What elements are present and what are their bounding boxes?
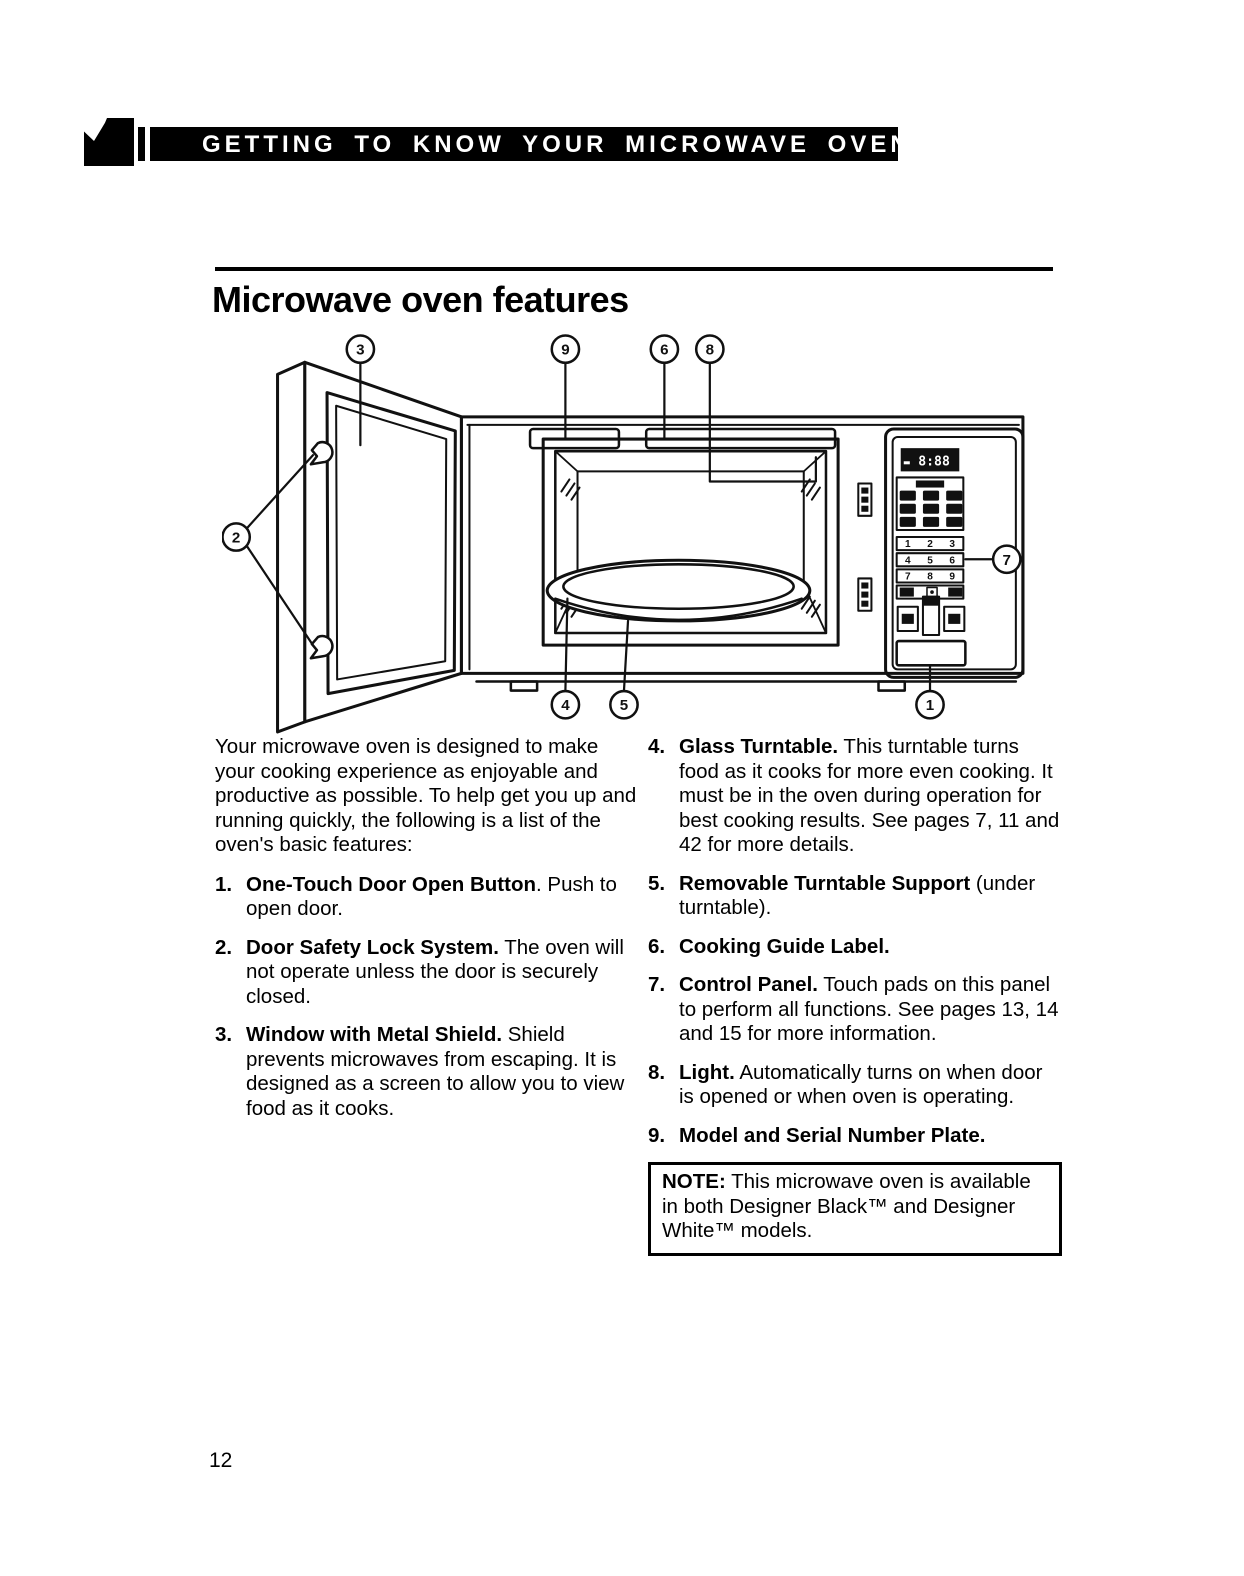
note-label: NOTE:	[662, 1170, 726, 1193]
feature-title: Door Safety Lock System.	[246, 935, 499, 959]
feature-item-3	[215, 1023, 641, 1121]
svg-text:9: 9	[949, 571, 956, 583]
callout-4	[552, 691, 579, 718]
chapter-header-title: GETTING TO KNOW YOUR MICROWAVE OVEN	[202, 131, 912, 158]
svg-text:5: 5	[927, 555, 933, 567]
feature-item-7	[648, 973, 1062, 1047]
feature-title: Cooking Guide Label.	[679, 934, 890, 958]
callout-2	[223, 523, 250, 550]
title-rule	[215, 267, 1053, 271]
feature-title: Control Panel.	[679, 973, 818, 996]
svg-text:5: 5	[619, 697, 629, 715]
feature-desc: (under turntable).	[679, 871, 1036, 919]
feature-desc: The oven will not operate unless the door is securely closed.	[246, 935, 624, 1008]
microwave-diagram	[222, 332, 1030, 736]
feature-title: Glass Turntable.	[679, 735, 839, 758]
callout-8	[696, 336, 723, 363]
feature-title: Removable Turntable Support	[679, 871, 971, 895]
feature-item-6	[648, 935, 1062, 960]
note-text: This microwave oven is available in both Designer Black™ and Designer White™ models.	[662, 1170, 1031, 1242]
feature-item-5	[648, 872, 1062, 921]
feature-desc: This turntable turns food as it cooks for more even cooking. It must be in the oven during operation for best cooking results. See pages 7, 11 and 42 for more details.	[679, 735, 1060, 856]
feature-item-9	[648, 1124, 1062, 1149]
feature-item-4	[648, 735, 1062, 858]
feature-title: Model and Serial Number Plate.	[679, 1123, 986, 1147]
feature-number: 7.	[648, 973, 666, 996]
svg-text:6: 6	[660, 341, 669, 359]
svg-text:2: 2	[927, 539, 933, 551]
feature-item-1	[215, 873, 641, 922]
feature-item-8	[648, 1061, 1062, 1110]
glass-turntable	[547, 560, 810, 621]
callout-9	[552, 336, 579, 363]
feature-number: 8.	[648, 1060, 666, 1084]
chapter-header	[150, 127, 912, 161]
feature-desc: Automatically turns on when door is opened or when oven is operating.	[679, 1060, 1043, 1108]
svg-text:8:88: 8:88	[918, 454, 950, 470]
header-corner-mark	[84, 118, 134, 166]
left-column	[215, 735, 641, 1135]
feature-number: 4.	[648, 735, 666, 758]
display	[901, 448, 960, 471]
svg-text:8: 8	[705, 341, 715, 359]
svg-text:2: 2	[231, 529, 241, 547]
feature-number: 1.	[215, 872, 233, 896]
feature-number: 6.	[648, 934, 666, 958]
svg-text:4: 4	[904, 555, 911, 567]
svg-text:9: 9	[561, 341, 570, 359]
feature-desc: Touch pads on this panel to perform all functions. See pages 13, 14 and 15 for more information.	[679, 973, 1059, 1045]
svg-text:7: 7	[1002, 551, 1011, 569]
svg-text:8: 8	[927, 571, 933, 583]
feature-number: 9.	[648, 1123, 666, 1147]
feature-title: One-Touch Door Open Button	[246, 872, 536, 896]
feature-number: 5.	[648, 871, 666, 895]
feature-desc: Shield prevents microwaves from escaping. It is designed as a screen to allow you to view food as it cooks.	[246, 1023, 625, 1120]
right-column	[648, 735, 1062, 1256]
feature-title: Window with Metal Shield.	[246, 1023, 503, 1046]
feature-item-2	[215, 936, 641, 1010]
feature-number: 2.	[215, 935, 233, 959]
svg-text:1: 1	[904, 539, 911, 551]
callout-3	[347, 336, 374, 363]
header-tick-bar	[138, 127, 145, 161]
callout-1	[916, 691, 943, 718]
callout-5	[610, 691, 637, 718]
svg-text:3: 3	[949, 539, 956, 551]
callout-7	[993, 546, 1020, 573]
svg-text:4: 4	[561, 697, 570, 715]
svg-text:7: 7	[904, 571, 911, 583]
svg-text:1: 1	[925, 697, 935, 715]
feature-title: Light.	[679, 1060, 735, 1084]
oven-door	[278, 362, 462, 732]
feature-desc: . Push to open door.	[246, 872, 617, 920]
intro-paragraph: Your microwave oven is designed to make your cooking experience as enjoyable and productive as possible. To help get you up and running quickly, the following is a list of the oven's basic features:	[215, 735, 637, 856]
svg-text:3: 3	[356, 341, 365, 359]
svg-text:6: 6	[949, 555, 956, 567]
page-title: Microwave oven features	[212, 279, 629, 320]
callout-6	[651, 336, 678, 363]
note-box	[648, 1162, 1062, 1256]
page-number: 12	[209, 1449, 233, 1472]
feature-number: 3.	[215, 1023, 233, 1046]
